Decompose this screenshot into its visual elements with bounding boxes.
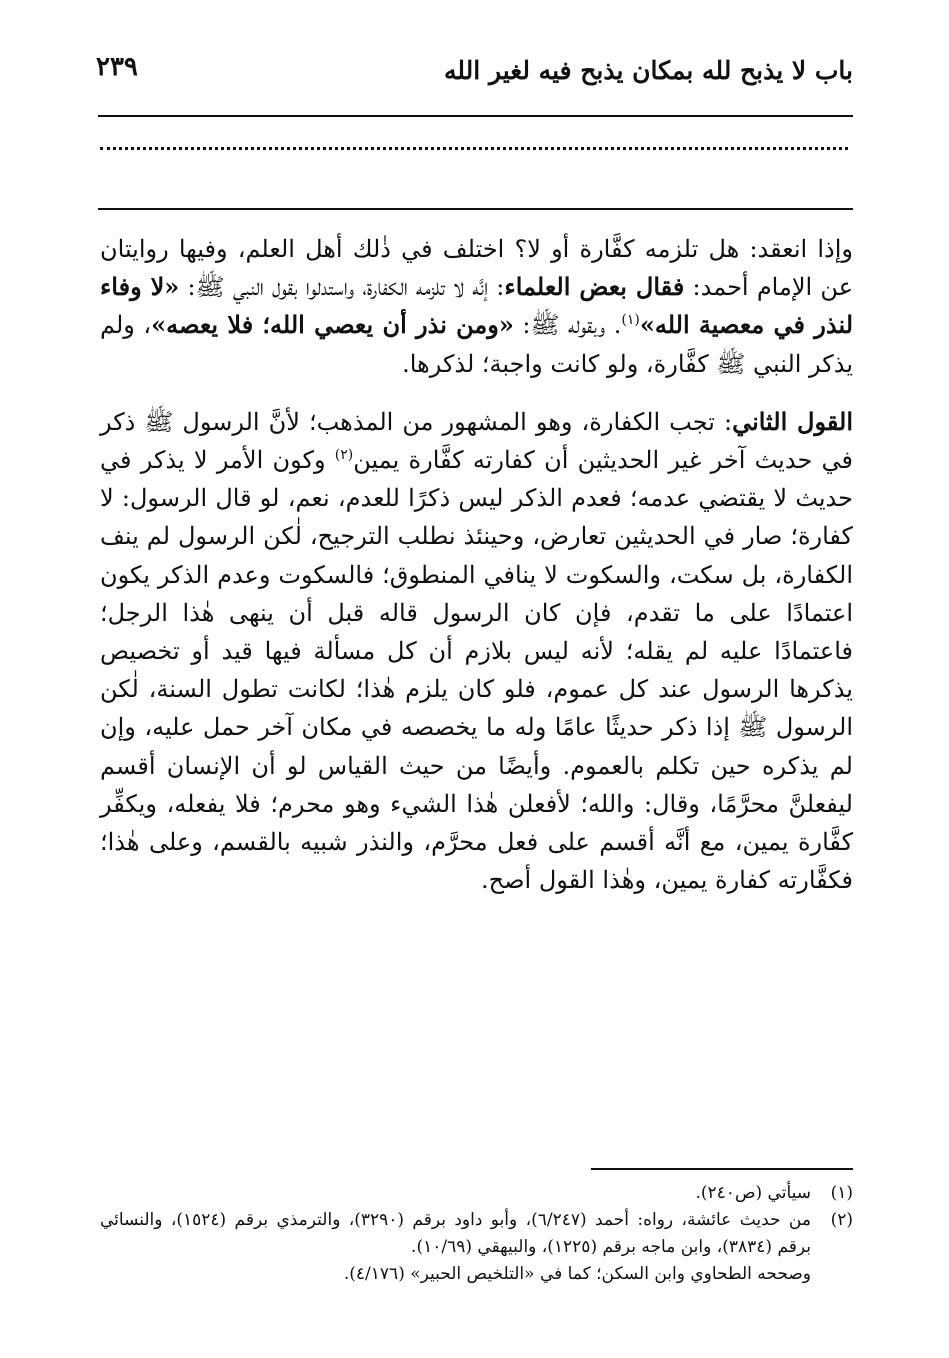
paragraph-1 — [100, 230, 853, 383]
footnote-1 — [100, 1180, 853, 1207]
header-rule — [98, 115, 853, 117]
hadith-quote-2: «ومن نذر أن يعصي الله؛ فلا يعصه» — [151, 310, 514, 340]
hadith-quote-1: «لا وفاء لنذر في معصية الله» — [100, 272, 854, 340]
footnote-ref-1[interactable]: (١) — [621, 312, 640, 329]
main-text — [100, 230, 853, 899]
page-number: ٢٣٩ — [96, 52, 138, 82]
footnote-ref-2[interactable]: (٢) — [334, 447, 354, 464]
p2-text-2: وكون الأمر لا يذكر في حديث لا يقتضي عدمه؛ فعدم الذكر ليس ذكرًا للعدم، نعم، لو قال الرسول: لا كفارة؛ صار في الحديثين تعارض، وحينئذ نطلب الترجيح، لٰكن الرسول لم ينف الكفارة، بل سكت، والسكوت لا ينافي المنطوق؛ فالسكوت وعدم الذكر يكون اعتمادًا على ما تقدم، فإن كان الرسول قاله قبل أن ينهى هٰذا الرجل؛ فاعتمادًا عليه لم يقله؛ لأنه ليس بلازم أن كل مسألة فيها قيد أو تخصيص يذكرها الرسول عند كل عموم، فلو كان يلزم هٰذا؛ لكانت تطول السنة، لٰكن الرسول ﷺ إذا ذكر حديثًا عامًا وله ما يخصصه في مكان آخر حمل عليه، وإن لم يذكره حين تكلم بالعموم. وأيضًا من حيث القياس لو أن الإنسان أقسم ليفعلنَّ محرَّمًا، وقال: والله؛ لأفعلن هٰذا الشيء وهو محرم؛ فلا يفعله، ويكفِّر كفَّارة يمين، مع أنَّه أقسم على فعل محرَّم، والنذر شبيه بالقسم، وعلى هٰذا؛ فكفَّارته كفارة يمين، وهٰذا القول أصح. — [100, 446, 853, 895]
section-rule — [98, 208, 853, 210]
footnote-2-continuation: وصححه الطحاوي وابن السكن؛ كما في «التلخيص الحبير» (٤/١٧٦). — [343, 1264, 811, 1284]
dotted-separator — [100, 147, 848, 150]
p1-bold-1: فقال بعض العلماء — [504, 272, 685, 302]
footnotes — [100, 1180, 853, 1288]
footnote-2 — [100, 1207, 853, 1261]
p2-heading: القول الثاني — [732, 406, 854, 436]
footnote-number: (٢) — [830, 1210, 853, 1230]
p1-text-1: وإذا انعقد: هل تلزمه كفَّارة أو لا؟ اختلف في ذٰلك أهل العلم، وفيها روايتان عن الإمام أحمد: — [100, 235, 854, 302]
footnote-number: (١) — [830, 1183, 853, 1203]
footnote-text: من حديث عائشة، رواه: أحمد (٦/٢٤٧)، وأبو داود برقم (٣٢٩٠)، والترمذي برقم (١٥٢٤)، والنسائي برقم (٣٨٣٤)، وابن ماجه برقم (١٢٢٥)، والبيهقي (١٠/٦٩). — [100, 1210, 811, 1257]
footnote-text: سيأتي (ص٢٤٠). — [695, 1183, 811, 1203]
chapter-title: باب لا يذبح لله بمكان يذبح فيه لغير الله — [444, 56, 853, 85]
paragraph-2 — [100, 403, 853, 900]
p1-text-3: . وبقوله ﷺ: — [513, 311, 622, 340]
p1-text-4: ، ولم يذكر النبي ﷺ كفَّارة، ولو كانت واجبة؛ لذكرها. — [100, 311, 853, 378]
footnote-rule — [591, 1168, 853, 1170]
p1-text-2: : إنَّه لا تلزمه الكفارة، واستدلوا بقول النبي ﷺ: — [179, 273, 505, 302]
p2-text-1: : تجب الكفارة، وهو المشهور من المذهب؛ لأنَّ الرسول ﷺ ذكر في حديث آخر غير الحديثين أن كفارته كفَّارة يمين — [100, 407, 853, 475]
